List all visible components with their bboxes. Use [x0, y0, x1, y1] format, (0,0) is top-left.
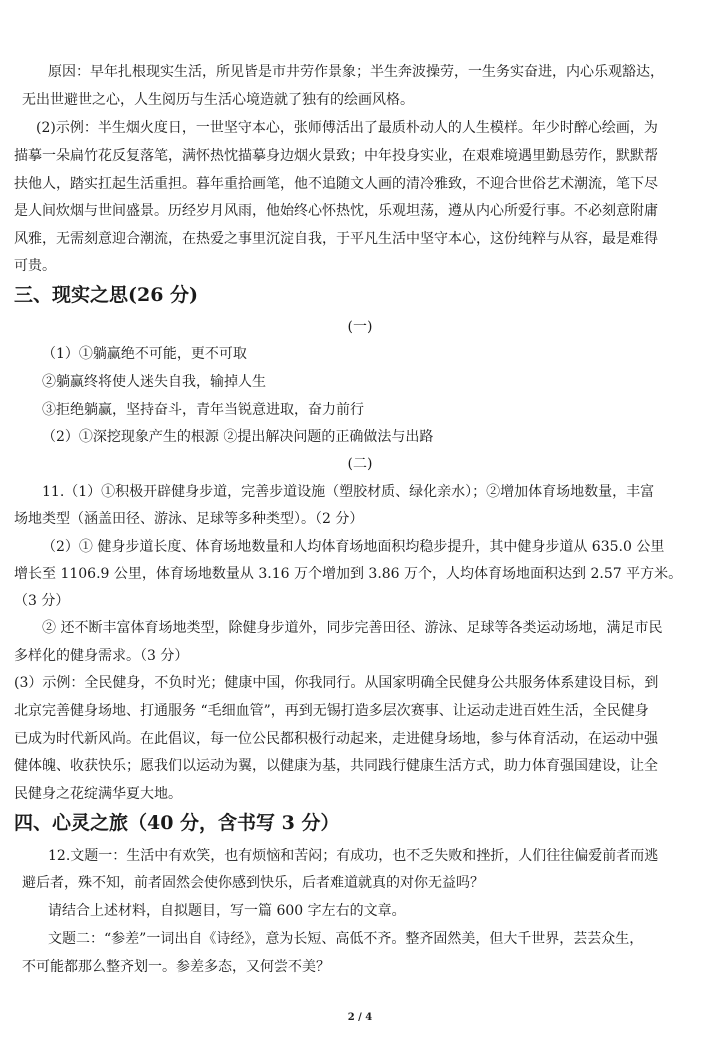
answer-line: 健体魄、收获快乐；愿我们以运动为翼，以健康为基，共同践行健康生活方式，助力体育强国建设，让全: [14, 758, 658, 774]
answer-line: 已成为时代新风尚。在此倡议，每一位公民都积极行动起来，走进健身场地，参与体育活动，在运动中强: [14, 731, 658, 747]
answer-line: （2）① 健身步道长度、体育场地数量和人均体育场地面积均稳步提升，其中健身步道从 635.0 公里: [42, 539, 665, 555]
answer-line: (2)示例：半生烟火度日，一世坚守本心，张师傅活出了最质朴动人的人生模样。年少时醉心绘画，为: [36, 120, 658, 136]
answer-line: (3）示例：全民健身，不负时光；健康中国，你我同行。从国家明确全民健身公共服务体系建设目标，到: [14, 675, 659, 691]
answer-line: 北京完善健身场地、打通服务 “毛细血管”，再到无锡打造多层次赛事、让运动走进百姓生活，全民健身: [14, 703, 649, 719]
answer-line: 无出世避世之心，人生阅历与生活心境造就了独有的绘画风格。: [22, 92, 414, 108]
answer-line: （2）①深挖现象产生的根源 ②提出解决问题的正确做法与出路: [42, 429, 434, 445]
prompt-line: 文题二：“参差”一词出自《诗经》，意为长短、高低不齐。整齐固然美，但大千世界，芸芸众生，: [48, 931, 644, 947]
answer-line: 场地类型（涵盖田径、游泳、足球等多种类型）。（2 分）: [14, 511, 364, 527]
answer-line: 描摹一朵扁竹花反复落笔，满怀热忱描摹身边烟火景致；中年投身实业，在艰难境遇里勤恳劳作，默默帮: [14, 148, 658, 164]
prompt-line: 12.文题一：生活中有欢笑，也有烦恼和苦闷；有成功，也不乏失败和挫折，人们往往偏爱前者而逃: [48, 848, 659, 864]
answer-line: （1）①躺赢绝不可能，更不可取: [42, 346, 247, 362]
subsection-label: (二): [347, 456, 373, 472]
answer-line: 民健身之花绽满华夏大地。: [14, 786, 182, 802]
answer-line: 是人间炊烟与世间盛景。历经岁月风雨，他始终心怀热忱，乐观坦荡，遵从内心所爱行事。不必刻意附庸: [14, 203, 658, 219]
section-heading-3: 三、现实之思(26 分): [14, 284, 199, 306]
answer-line: 扶他人，踏实扛起生活重担。暮年重拾画笔，他不追随文人画的清冷雅致，不迎合世俗艺术潮流，笔下尽: [14, 176, 658, 192]
answer-line: ②躺赢终将使人迷失自我，输掉人生: [42, 374, 266, 390]
answer-line: 风雅，无需刻意迎合潮流，在热爱之事里沉淀自我，于平凡生活中坚守本心，这份纯粹与从容，最是难得: [14, 231, 658, 247]
answer-line: 11.（1）①积极开辟健身步道，完善步道设施（塑胶材质、绿化亲水）；②增加体育场地数量，丰富: [42, 484, 655, 500]
prompt-line: 请结合上述材料，自拟题目，写一篇 600 字左右的文章。: [48, 903, 406, 919]
prompt-line: 避后者，殊不知，前者固然会使你感到快乐，后者难道就真的对你无益吗？: [22, 875, 484, 891]
section-heading-4: 四、心灵之旅（40 分，含书写 3 分）: [14, 812, 340, 834]
prompt-line: 不可能都那么整齐划一。参差多态，又何尝不美？: [22, 959, 330, 975]
answer-line: 原因：早年扎根现实生活，所见皆是市井劳作景象；半生奔波操劳，一生务实奋进，内心乐观豁达，: [48, 64, 664, 80]
answer-line: 增长至 1106.9 公里，体育场地数量从 3.16 万个增加到 3.86 万个，人均体育场地面积达到 2.57 平方米。: [14, 566, 683, 582]
page-number: 2 / 4: [347, 1012, 373, 1023]
answer-line: 可贵。: [14, 258, 56, 274]
answer-line: （3 分）: [14, 593, 70, 609]
answer-line: ② 还不断丰富体育场地类型，除健身步道外，同步完善田径、游泳、足球等各类运动场地，满足市民: [42, 620, 663, 636]
subsection-label: (一): [347, 319, 373, 335]
answer-line: ③拒绝躺赢，坚持奋斗，青年当锐意进取，奋力前行: [42, 402, 364, 418]
answer-line: 多样化的健身需求。（3 分）: [14, 648, 189, 664]
